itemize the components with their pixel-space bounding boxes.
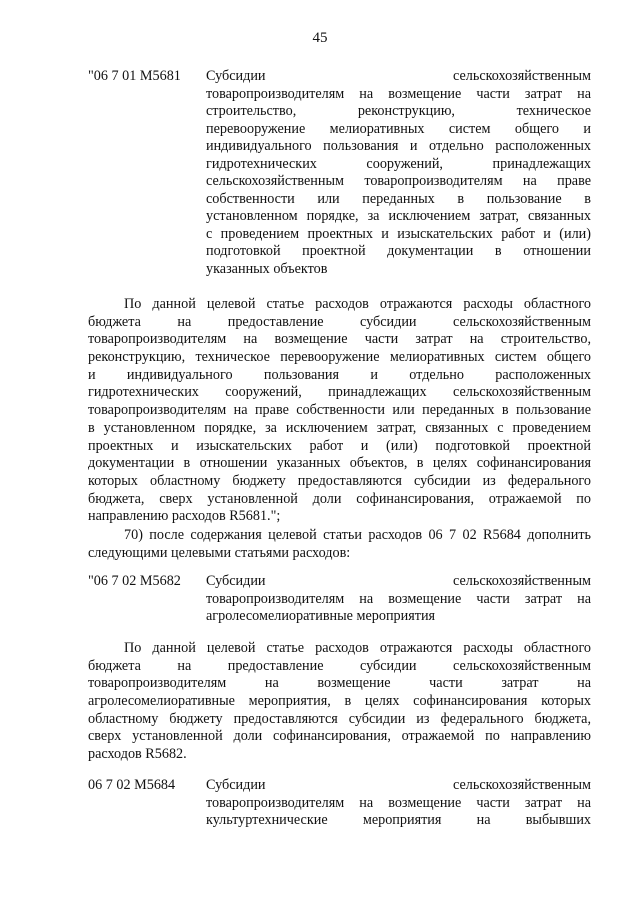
text-line: товаропроизводителям на возмещение части затрат на [88,675,591,692]
text-line: бюджета, сверх установленной доли софинансирования, отражаемой по [88,490,591,507]
budget-entry-description [206,68,591,278]
text-line: товаропроизводителям на праве собственности или переданных в пользование [88,402,591,419]
text-line: документации в отношении указанных объектов, в целях софинансирования [88,455,591,472]
text-line: гидротехнических сооружений, принадлежащих [206,155,591,172]
text-line: Субсидии сельскохозяйственным [206,573,591,589]
text-line: По данной целевой статье расходов отражаются расходы областного [124,296,591,312]
text-line: строительство, реконструкцию, техническое [206,103,591,119]
text-line: и индивидуального пользования и отдельно расположенных [88,366,591,383]
text-line: установленном порядке, за исключением затрат, связанных [206,208,591,224]
text-line: агролесомелиоративные мероприятия, в целях софинансирования которых [88,693,591,710]
text-line: областному бюджету предоставляются субсидии из федерального бюджета, [88,710,591,727]
body-paragraph [88,640,591,764]
text-line: товаропроизводителям на возмещение части затрат на строительство, [88,331,591,348]
text-line: направлению расходов R5681."; [88,508,281,525]
budget-code: 06 7 02 M5684 [88,777,176,793]
text-line: подготовкой проектной документации в отношении [206,243,591,259]
text-line: реконструкцию, техническое перевооружение мелиоративных систем общего [88,349,591,366]
body-paragraph [88,527,591,562]
text-line: бюджета на предоставление субсидии сельскохозяйственным [88,313,591,330]
text-line: с проведением проектных и изыскательских работ и (или) [206,225,591,242]
text-line: товаропроизводителям на возмещение части затрат на [206,590,591,607]
text-line: указанных объектов [206,260,328,277]
text-line: в установленном порядке, за исключением затрат, связанных с проведением [88,419,591,436]
text-line: бюджета на предоставление субсидии сельскохозяйственным [88,657,591,674]
text-line: проектных и изыскательских работ и (или) подготовкой проектной [88,437,591,454]
text-line: следующими целевыми статьями расходов: [88,544,351,561]
text-line: товаропроизводителям на возмещение части затрат на [206,85,591,102]
text-line: агролесомелиоративные мероприятия [206,608,436,624]
text-line: индивидуального пользования и отдельно расположенных [206,138,591,154]
budget-code: "06 7 02 M5682 [88,573,181,589]
text-line: Субсидии сельскохозяйственным [206,68,591,84]
text-line: товаропроизводителям на возмещение части затрат на [206,794,591,811]
text-line: По данной целевой статье расходов отражаются расходы областного [124,640,591,656]
body-paragraph [88,296,591,526]
text-line: Субсидии сельскохозяйственным [206,777,591,793]
text-line: сверх установленной доли софинансирования, отражаемой по направлению [88,728,591,745]
text-line: культуртехнические мероприятия на выбывших [206,812,591,828]
page-number: 45 [312,30,328,46]
budget-code: "06 7 01 M5681 [88,68,181,84]
text-line: расходов R5682. [88,746,187,763]
text-line: собственности или переданных в пользование в [206,190,591,207]
text-line: которых областному бюджету предоставляются субсидии из федерального [88,472,591,489]
budget-entry-description [206,573,591,626]
text-line: сельскохозяйственным товаропроизводителям на праве [206,173,591,189]
budget-entry-description [206,777,591,830]
text-line: 70) после содержания целевой статьи расходов 06 7 02 R5684 дополнить [124,527,591,543]
text-line: перевооружение мелиоративных систем общего и [206,120,591,137]
text-line: гидротехнических сооружений, принадлежащих сельскохозяйственным [88,384,591,401]
